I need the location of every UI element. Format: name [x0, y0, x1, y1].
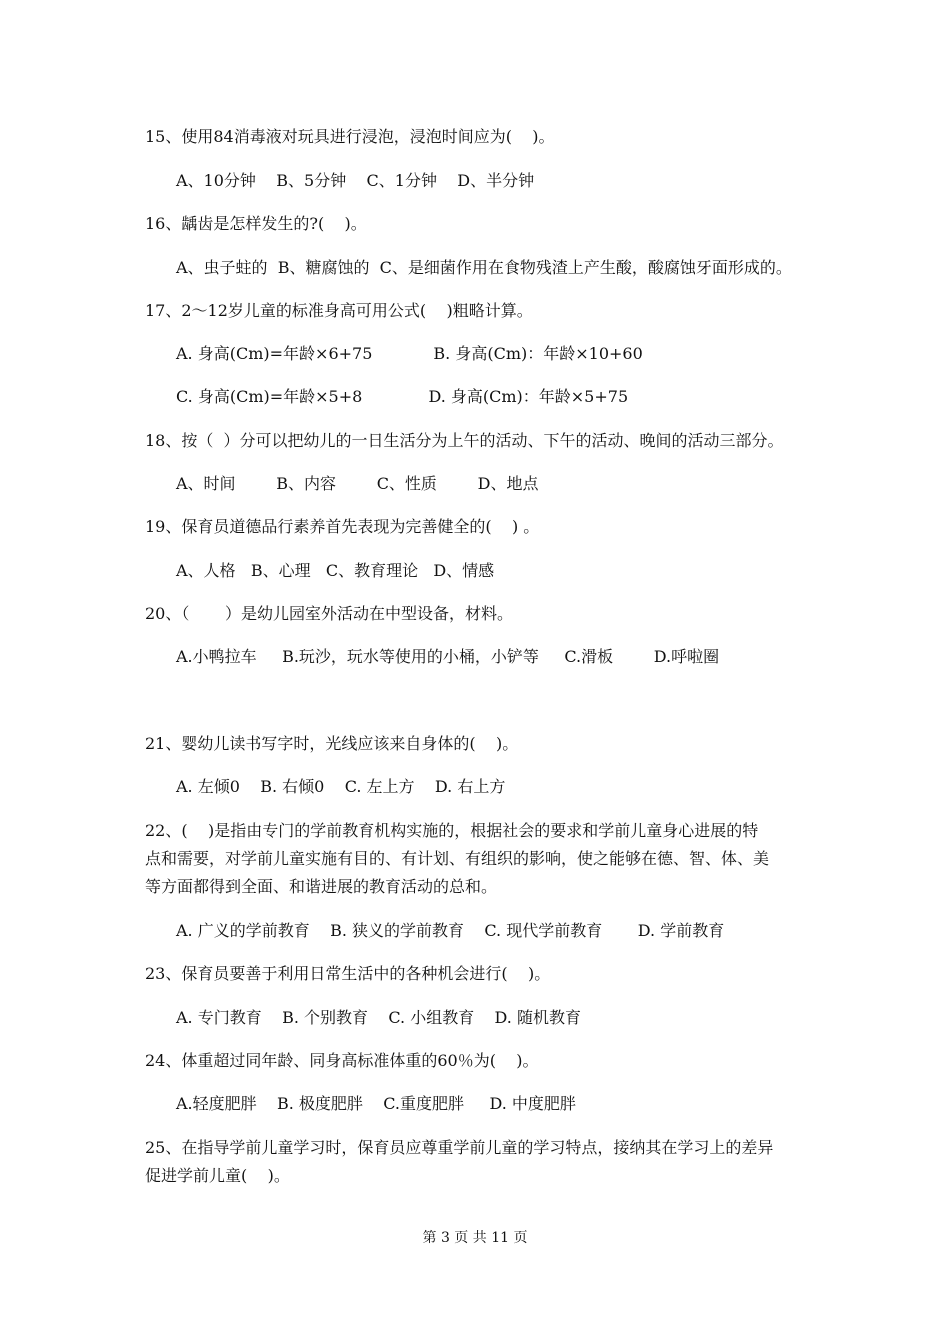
question-20-options: A.小鸭拉车 B.玩沙，玩水等使用的小桶，小铲等 C.滑板 D.呼啦圈 [176, 647, 720, 666]
question-15-options: A、10分钟 B、5分钟 C、1分钟 D、半分钟 [176, 171, 535, 190]
question-22-options: A. 广义的学前教育 B. 狭义的学前教育 C. 现代学前教育 D. 学前教育 [176, 921, 725, 940]
question-17-options-ab: A. 身高(Cm)=年龄×6+75 B. 身高(Cm)：年龄×10+60 [176, 344, 643, 363]
question-23: 23、保育员要善于利用日常生活中的各种机会进行( )。 [145, 964, 551, 983]
question-22: 22、( )是指由专门的学前教育机构实施的，根据社会的要求和学前儿童身心进展的特 [145, 821, 759, 840]
question-20: 20、（ ）是幼儿园室外活动在中型设备，材料。 [145, 604, 513, 623]
question-25-line-2: 促进学前儿童( )。 [145, 1166, 290, 1185]
question-16-options: A、虫子蛀的 B、糖腐蚀的 C、是细菌作用在食物残渣上产生酸，酸腐蚀牙面形成的。 [176, 258, 792, 277]
question-17-options-cd: C. 身高(Cm)=年龄×5+8 D. 身高(Cm)：年龄×5+75 [176, 387, 629, 406]
question-19: 19、保育员道德品行素养首先表现为完善健全的( ) 。 [145, 517, 540, 536]
question-17: 17、2～12岁儿童的标准身高可用公式( )粗略计算。 [145, 301, 533, 320]
question-24: 24、体重超过同年龄、同身高标准体重的60％为( )。 [145, 1051, 539, 1070]
question-18: 18、按（ ）分可以把幼儿的一日生活分为上午的活动、下午的活动、晚间的活动三部分。 [145, 431, 784, 450]
question-18-options: A、时间 B、内容 C、性质 D、地点 [176, 474, 539, 493]
question-21-options: A. 左倾0 B. 右倾0 C. 左上方 D. 右上方 [176, 777, 506, 796]
question-15: 15、使用84消毒液对玩具进行浸泡，浸泡时间应为( )。 [145, 127, 555, 146]
question-19-options: A、人格 B、心理 C、教育理论 D、情感 [176, 561, 495, 580]
question-21: 21、婴幼儿读书写字时，光线应该来自身体的( )。 [145, 734, 519, 753]
question-22-line-2: 点和需要，对学前儿童实施有目的、有计划、有组织的影响，使之能够在德、智、体、美 [145, 849, 770, 868]
question-16: 16、龋齿是怎样发生的?( )。 [145, 214, 367, 233]
question-23-options: A. 专门教育 B. 个别教育 C. 小组教育 D. 随机教育 [176, 1008, 581, 1027]
question-22-line-3: 等方面都得到全面、和谐进展的教育活动的总和。 [145, 877, 498, 896]
question-25: 25、在指导学前儿童学习时，保育员应尊重学前儿童的学习特点，接纳其在学习上的差异 [145, 1138, 774, 1157]
question-24-options: A.轻度肥胖 B. 极度肥胖 C.重度肥胖 D. 中度肥胖 [176, 1094, 576, 1113]
page-number-footer: 第 3 页 共 11 页 [422, 1230, 528, 1246]
